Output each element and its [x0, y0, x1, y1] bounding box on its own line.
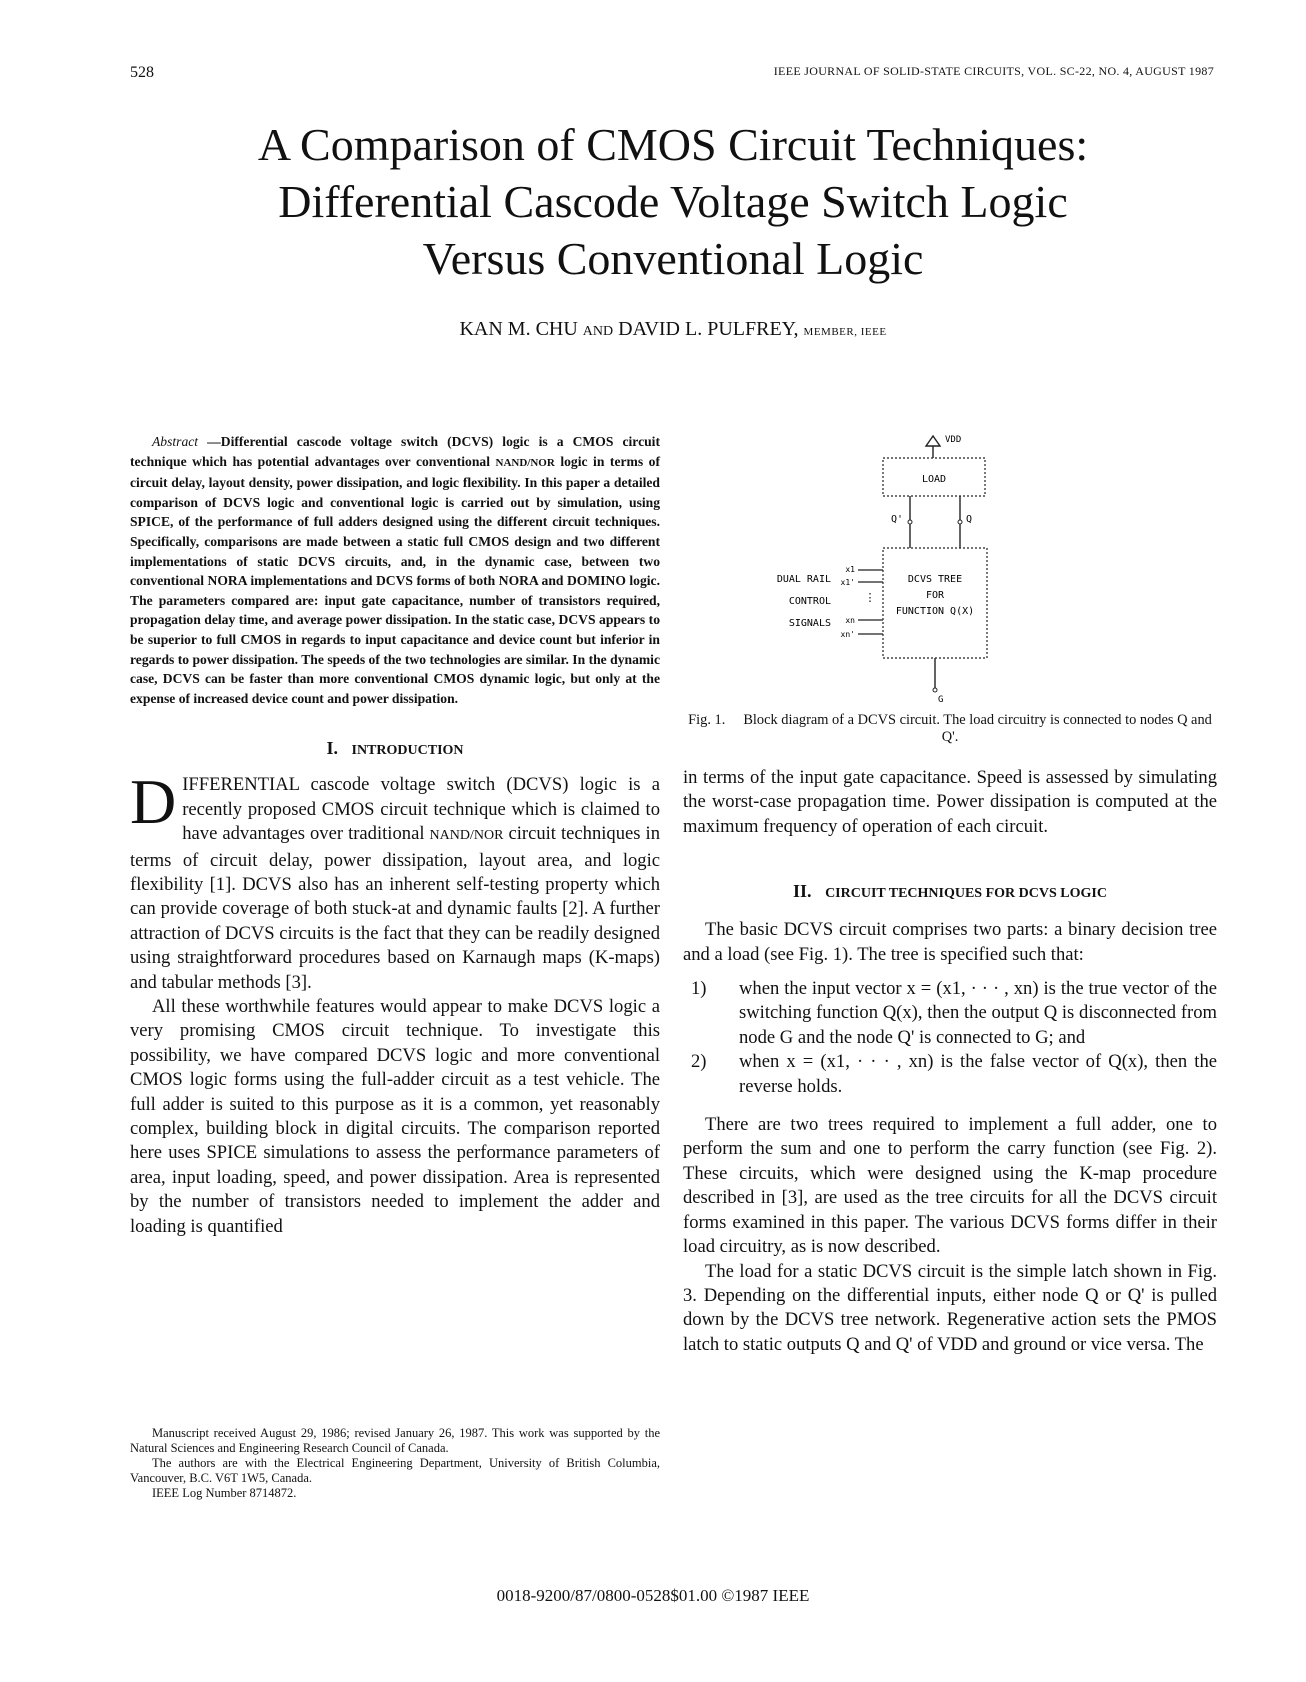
tree-label-line-1: DCVS TREE [907, 574, 963, 585]
footnote-affiliation: The authors are with the Electrical Engineering Department, University of British Columbia, Vancouver, B.C. V6T 1W5, Canada. [130, 1456, 660, 1485]
figure-1-caption-lead: Fig. 1. [688, 712, 726, 728]
figure-1-caption-text: Block diagram of a DCVS circuit. The load circuitry is connected to nodes Q and Q'. [743, 712, 1212, 745]
g-node [933, 688, 937, 692]
tree-conditions-list [683, 977, 1217, 1099]
vdd-label: VDD [945, 435, 962, 445]
intro-paragraph-2: All these worthwhile features would appear to make DCVS logic a very promising CMOS circuit technique. To investigate this possibility, we have compared DCVS logic and more conventional CMOS logic forms using the full-adder circuit as a test vehicle. The full adder is suited to this purpose as it is a common, yet reasonably complex, building block in digital circuits. The comparison reported here uses SPICE simulations to assess the performance parameters of area, input loading, speed, and power dissipation. Area is represented by the number of transistors needed to implement the adder and loading is quantified [130, 995, 660, 1237]
author-1: KAN M. CHU [459, 318, 578, 340]
intro-p1-end: circuit techniques in terms of circuit delay, power dissipation, layout area, and logic flexibility [1]. DCVS also has an inherent self-testing property which can provide coverage of both stuck-at and dynamic faults [2]. A further attraction of DCVS circuits is the fact that they can be readily designed using straightforward procedures based on Karnaugh maps (K-maps) and tabular methods [3]. [130, 823, 661, 993]
g-label: G [938, 695, 944, 705]
right-column [683, 430, 1217, 1357]
list-item-number: 2) [691, 1051, 707, 1073]
input-x1-prime-label: x1' [840, 578, 855, 587]
input-x1-label: x1 [845, 565, 855, 574]
control-label-line-2: CONTROL [788, 596, 831, 607]
copyright-code: 0018-9200/87/0800-0528$01.00 ©1987 IEEE [496, 1586, 810, 1605]
footnote [130, 1426, 660, 1501]
intro-paragraph-2-continued: in terms of the input gate capacitance. Speed is assessed by simulating the worst-case propagation time. Power dissipation is computed at the maximum frequency of operation of each circuit. [683, 767, 1217, 837]
tree-label-line-3: FUNCTION Q(X) [895, 606, 975, 617]
load-label: LOAD [921, 474, 947, 485]
footnote-log-number: IEEE Log Number 8714872. [152, 1486, 297, 1500]
list-item [683, 977, 1217, 1050]
section-1-numeral: I. [326, 738, 338, 759]
footnote-received: Manuscript received August 29, 1986; revised January 26, 1987. This work was supported by the Natural Sciences and Engineering Research Council of Canada. [130, 1426, 660, 1455]
control-label-line-1: DUAL RAIL [776, 574, 831, 585]
left-column [130, 432, 660, 1239]
list-item-number: 1) [691, 978, 707, 1000]
running-head: IEEE JOURNAL OF SOLID-STATE CIRCUITS, VOL. SC-22, NO. 4, AUGUST 1987 [773, 64, 1214, 78]
intro-paragraph-1 [130, 766, 661, 995]
control-label-line-3: SIGNALS [788, 618, 831, 629]
section-2-title: CIRCUIT TECHNIQUES FOR DCVS LOGIC [825, 886, 1107, 902]
abstract-text-2: logic in terms of circuit delay, layout density, power dissipation, and logic flexibility. In this paper a detailed comparison of DCVS logic and conventional logic is carried out by simulation, using SPICE, of the performance of full adders designed using the different circuit techniques. Specifically, comparisons are made between a static full CMOS design and two different implementations of static DCVS circuits, and, in the dynamic case, between two conventional NORA implementations and DCVS forms of both NORA and DOMINO logic. The parameters compared are: input gate capacitance, number of transistors required, propagation delay time, and average power dissipation. In the static case, DCVS appears to be superior to full CMOS in regards to input capacitance and device count but inferior in regards to power dissipation. The speeds of the two technologies are similar. In the dynamic case, DCVS can be faster than more conventional CMOS dynamic logic, but only at the expense of increased device count and power dissipation. [130, 453, 660, 706]
intro-p1-text: IFFERENTIAL cascode voltage switch (DCVS) logic is a recently proposed CMOS circuit technique which is claimed to have advantages over traditional [182, 774, 660, 845]
dcvs-tree-box [883, 548, 987, 658]
section-1-heading [130, 738, 660, 759]
section-1-title: INTRODUCTION [351, 743, 464, 759]
q-node [958, 520, 962, 524]
abstract-lead: Abstract [152, 434, 199, 449]
q-prime-label: Q' [891, 514, 904, 525]
input-ellipsis: ⋮ [864, 591, 876, 604]
abstract [130, 432, 660, 708]
author-membership: MEMBER, IEEE [803, 326, 887, 338]
abstract-text-1: Differential cascode voltage switch (DCVS) logic is a CMOS circuit technique which has potential advantages over conventional [130, 434, 660, 469]
abstract-nand-nor: NAND/NOR [495, 456, 555, 469]
section-2-heading [683, 881, 1217, 902]
dcvs-block-diagram [683, 430, 1217, 712]
drop-cap: D [130, 766, 177, 838]
title-line-2: Differential Cascode Voltage Switch Logic [278, 176, 1068, 227]
figure-1-caption [683, 712, 1217, 746]
vdd-symbol [926, 436, 940, 446]
page-number: 528 [130, 64, 154, 81]
title-line-3: Versus Conventional Logic [422, 233, 924, 284]
list-item [683, 1050, 1217, 1099]
q-label: Q [966, 514, 973, 525]
section-2-numeral: II. [793, 881, 812, 902]
section-2-paragraph-1: The basic DCVS circuit comprises two parts: a binary decision tree and a load (see Fig. 1). The tree is specified such that: [683, 919, 1217, 965]
author-line [130, 318, 1216, 341]
author-2: DAVID L. PULFREY, [618, 318, 799, 340]
title-line-1: A Comparison of CMOS Circuit Techniques: [257, 119, 1089, 170]
input-xn-prime-label: xn' [840, 630, 855, 639]
paper-title [130, 116, 1216, 287]
intro-nand-nor: NAND/NOR [429, 828, 504, 844]
tree-label-line-2: FOR [925, 590, 945, 601]
list-item-text: when x = (x1, · · · , xn) is the false vector of Q(x), then the reverse holds. [739, 1051, 1217, 1097]
list-item-text: when the input vector x = (x1, · · · , xn) is the true vector of the switching function Q(x), then the output Q is disconnected from node G and the node Q' is connected to G; and [739, 978, 1217, 1048]
q-prime-node [908, 520, 912, 524]
figure-1 [683, 430, 1217, 712]
abstract-dash: — [198, 434, 221, 449]
input-xn-label: xn [845, 616, 855, 625]
section-2-paragraph-2: There are two trees required to implement a full adder, one to perform the sum and one to perform the carry function (see Fig. 2). These circuits, which were designed using the K-map procedure described in [3], are used as the tree circuits for all the DCVS circuit forms examined in this paper. The various DCVS forms differ in their load circuitry, as is now described. [683, 1114, 1217, 1258]
section-2-paragraph-3: The load for a static DCVS circuit is the simple latch shown in Fig. 3. Depending on the differential inputs, either node Q or Q' is pulled down by the DCVS tree network. Regenerative action sets the PMOS latch to static outputs Q and Q' of VDD and ground or vice versa. The [683, 1260, 1217, 1355]
author-conjunction: AND [582, 324, 614, 339]
